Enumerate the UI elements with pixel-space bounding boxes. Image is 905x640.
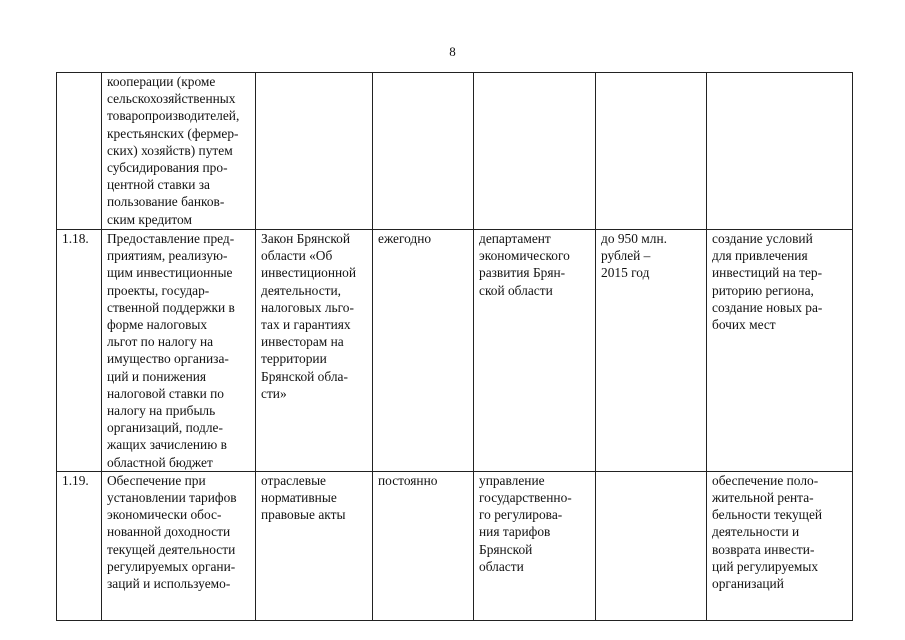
basis-cell: Закон Брянской области «Об инвестиционной деятельности, налоговых льго- тах и гарантиях инвесторам на территории Брянской обла- сти»: [256, 230, 373, 472]
basis-cell: отраслевые нормативные правовые акты: [256, 471, 373, 620]
term-cell: [373, 73, 474, 230]
measure-cell: кооперации (кроме сельскохозяйственных товаропроизводителей, крестьянских (фермер- ских) хозяйств) путем субсидирования про- центной ставки за пользование банков- ским кредитом: [102, 73, 256, 230]
row-number: [57, 73, 102, 230]
table-row: [57, 471, 853, 620]
result-cell: создание условий для привлечения инвестиций на тер- риторию региона, создание новых ра- бочих мест: [707, 230, 853, 472]
funding-cell: [596, 73, 707, 230]
term-cell: ежегодно: [373, 230, 474, 472]
executor-cell: [474, 73, 596, 230]
measures-table: [56, 72, 853, 621]
result-cell: обеспечение поло- жительной рента- бельности текущей деятельности и возврата инвести- ций регулируемых организаций: [707, 471, 853, 620]
table-row: [57, 73, 853, 230]
page-number: 8: [449, 44, 456, 59]
row-number: 1.19.: [57, 471, 102, 620]
measure-cell: Предоставление пред- приятиям, реализую- щим инвестиционные проекты, государ- ственной поддержки в форме налоговых льгот по налогу на имущество организа- ций и понижения налоговой ставки по налогу на прибыль организаций, подле- жащих зачислению в областной бюджет: [102, 230, 256, 472]
executor-cell: департамент экономического развития Брян- ской области: [474, 230, 596, 472]
executor-cell: управление государственно- го регулирова- ния тарифов Брянской области: [474, 471, 596, 620]
term-cell: постоянно: [373, 471, 474, 620]
basis-cell: [256, 73, 373, 230]
result-cell: [707, 73, 853, 230]
funding-cell: [596, 471, 707, 620]
funding-cell: до 950 млн. рублей – 2015 год: [596, 230, 707, 472]
row-number: 1.18.: [57, 230, 102, 472]
table-row: [57, 230, 853, 472]
measure-cell: Обеспечение при установлении тарифов экономически обос- нованной доходности текущей деятельности регулируемых органи- заций и используемо-: [102, 471, 256, 620]
